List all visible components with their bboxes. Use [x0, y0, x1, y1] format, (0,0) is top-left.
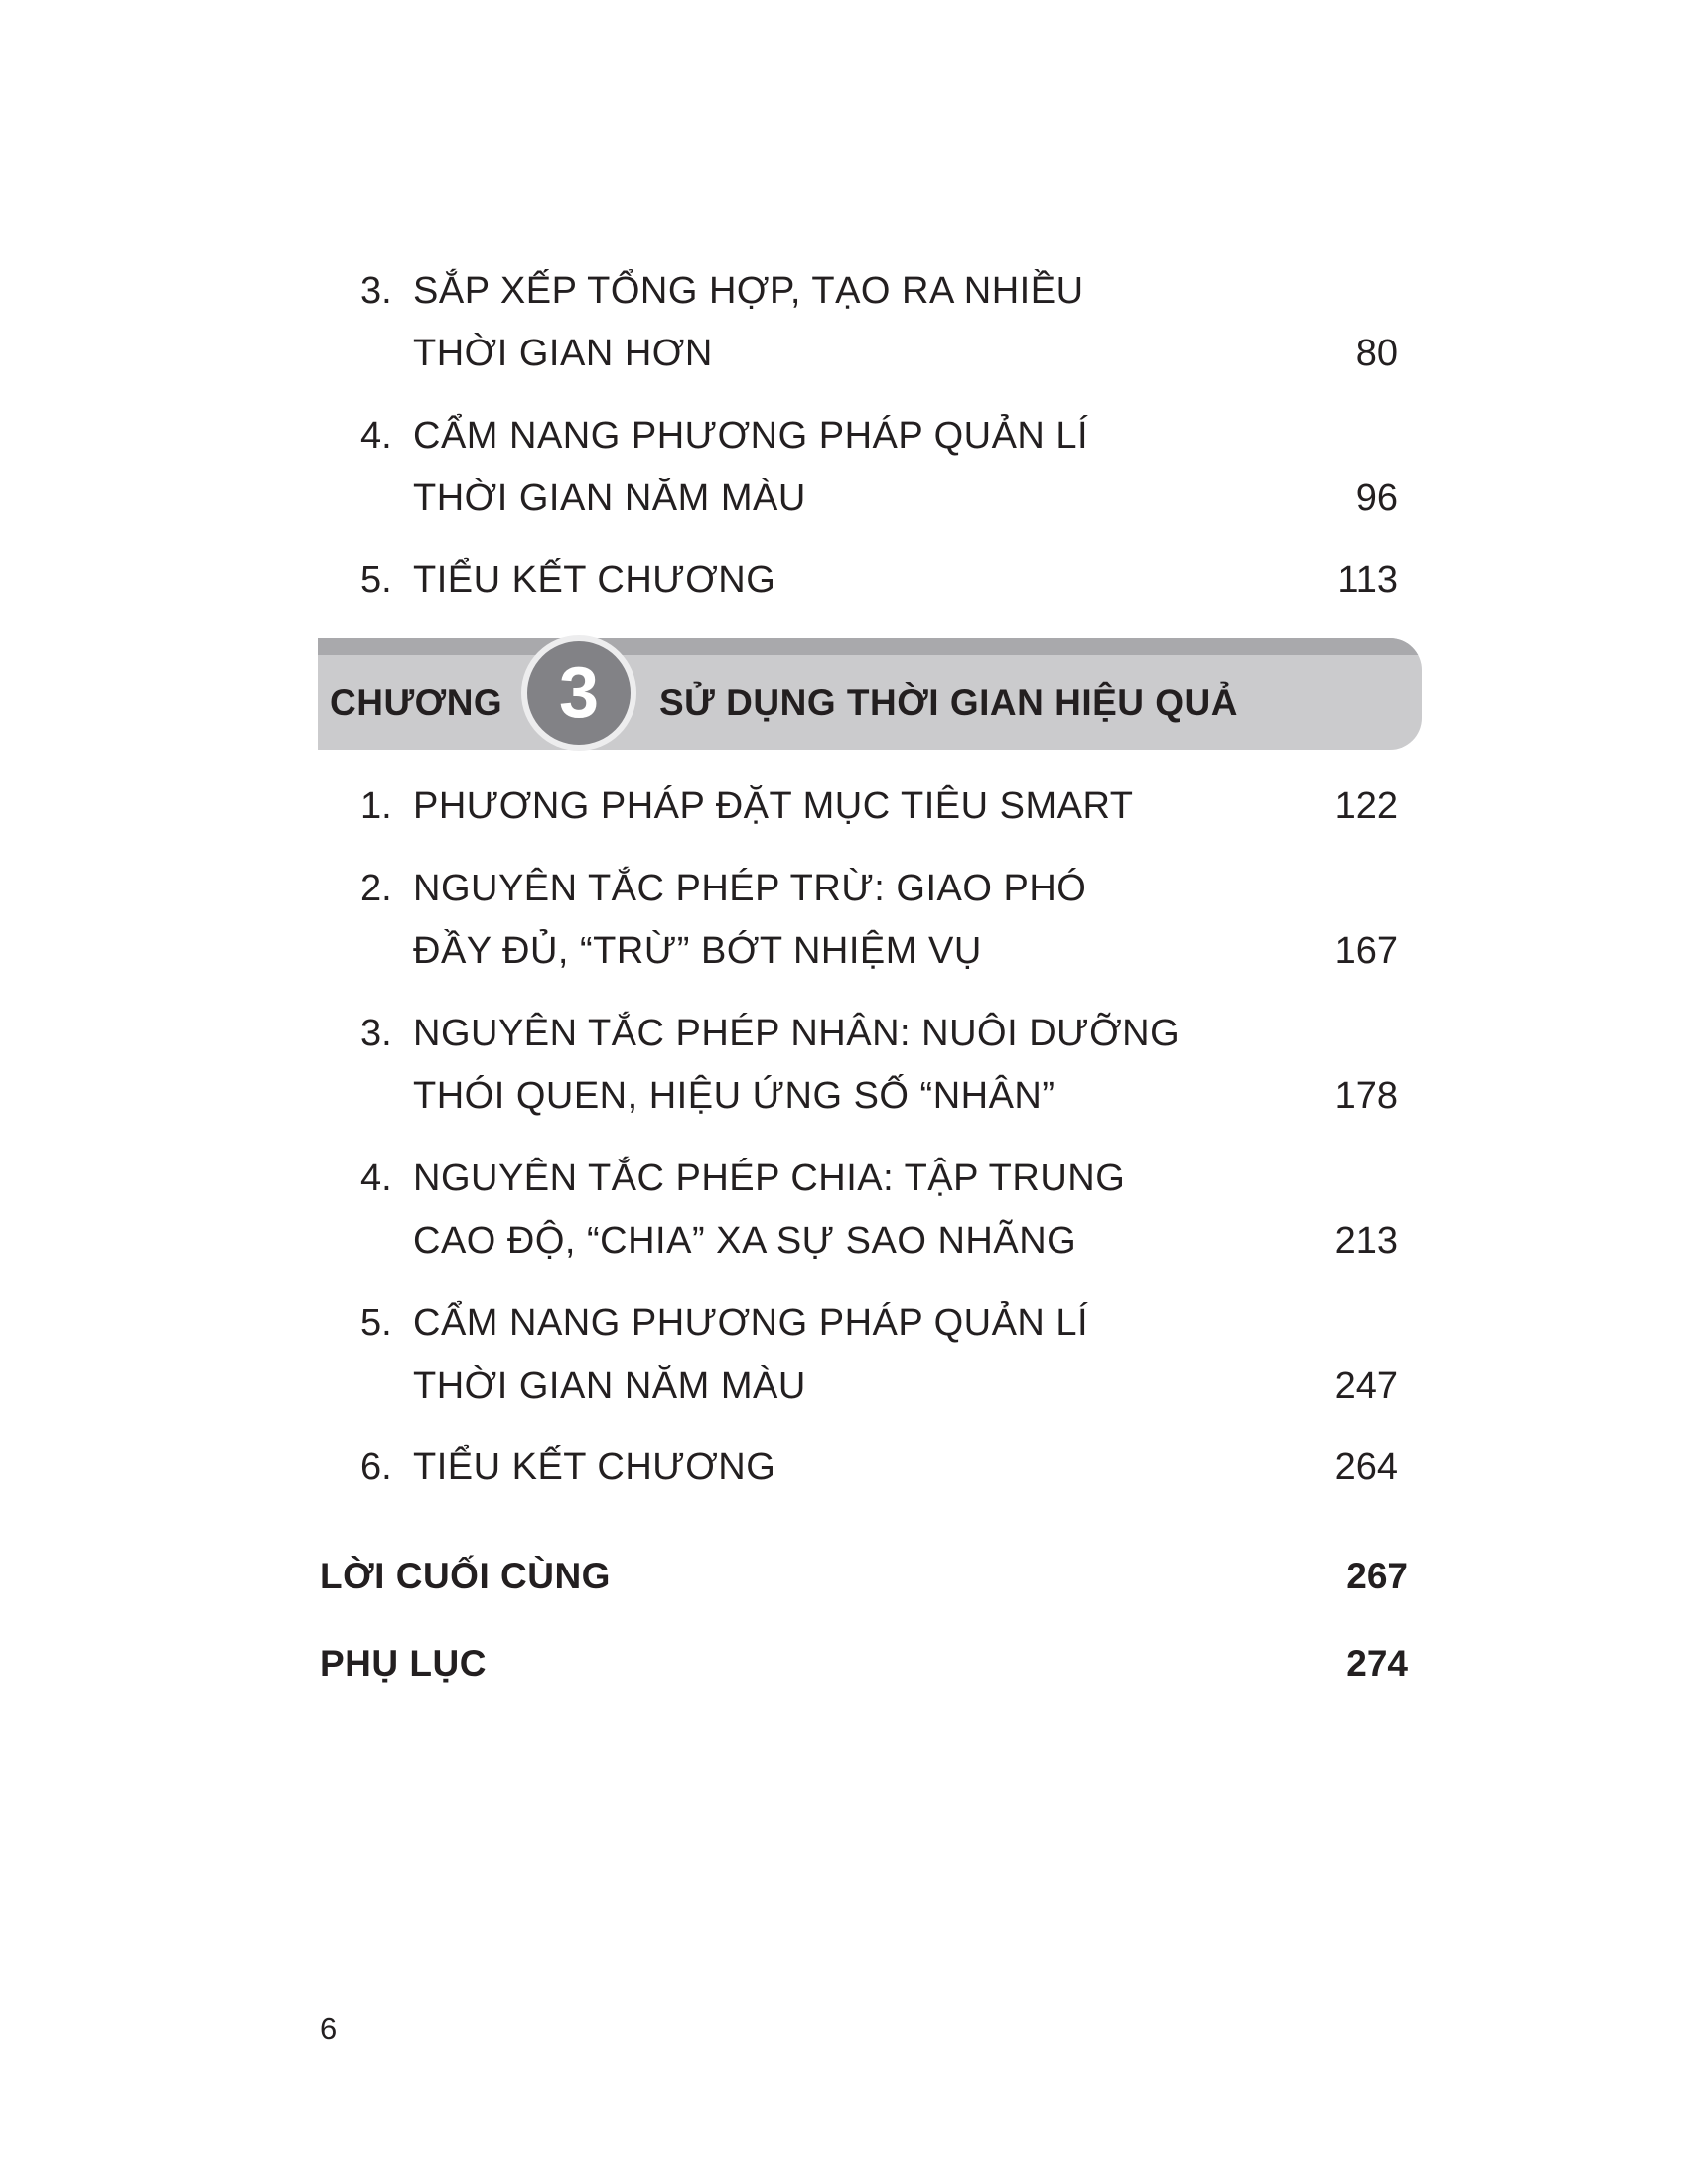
entry-page-number: 267 — [1346, 1556, 1408, 1596]
entry-title-line: TIỂU KẾT CHƯƠNG — [413, 559, 776, 601]
entry-page-number: 213 — [1335, 1220, 1398, 1262]
entry-title-line: CẨM NANG PHƯƠNG PHÁP QUẢN LÍ — [413, 415, 1089, 457]
entry-number: 3. — [360, 1013, 392, 1054]
chapter-label: CHƯƠNG — [330, 682, 503, 723]
entry-page-number: 178 — [1335, 1075, 1398, 1117]
entry-page-number: 247 — [1335, 1365, 1398, 1407]
entry-title-line: NGUYÊN TẮC PHÉP NHÂN: NUÔI DƯỠNG — [413, 1013, 1181, 1054]
entry-title-line: NGUYÊN TẮC PHÉP CHIA: TẬP TRUNG — [413, 1158, 1126, 1199]
entry-page-number: 122 — [1335, 785, 1398, 827]
entry-title-line: THỜI GIAN NĂM MÀU — [413, 478, 806, 519]
entry-number: 5. — [360, 559, 392, 601]
entry-title-line: CAO ĐỘ, “CHIA” XA SỰ SAO NHÃNG — [413, 1220, 1077, 1262]
entry-title-line: ĐẦY ĐỦ, “TRỪ” BỚT NHIỆM VỤ — [413, 930, 982, 972]
entry-title-line: NGUYÊN TẮC PHÉP TRỪ: GIAO PHÓ — [413, 868, 1087, 909]
banner-top-strip — [318, 638, 1422, 655]
entry-title-line: THỜI GIAN HƠN — [413, 333, 713, 374]
entry-page-number: 96 — [1355, 478, 1398, 519]
entry-number: 5. — [360, 1302, 392, 1344]
entry-title-line: THỜI GIAN NĂM MÀU — [413, 1365, 806, 1407]
chapter-title: SỬ DỤNG THỜI GIAN HIỆU QUẢ — [659, 682, 1238, 723]
entry-number: 4. — [360, 415, 392, 457]
page-number: 6 — [320, 2011, 338, 2046]
entry-page-number: 264 — [1335, 1446, 1398, 1488]
entry-title-line: CẨM NANG PHƯƠNG PHÁP QUẢN LÍ — [413, 1302, 1089, 1344]
entry-title-line: PHƯƠNG PHÁP ĐẶT MỤC TIÊU SMART — [413, 785, 1134, 827]
entry-page-number: 167 — [1335, 930, 1398, 972]
entry-title-line: SẮP XẾP TỔNG HỢP, TẠO RA NHIỀU — [413, 270, 1084, 312]
chapter-number-badge — [521, 635, 636, 751]
entry-title-line: THÓI QUEN, HIỆU ỨNG SỐ “NHÂN” — [413, 1075, 1055, 1117]
entry-title-line: TIỂU KẾT CHƯƠNG — [413, 1446, 776, 1488]
entry-page-number: 80 — [1355, 333, 1398, 374]
entry-page-number: 274 — [1346, 1643, 1408, 1684]
chapter-number: 3 — [527, 641, 631, 745]
entry-number: 4. — [360, 1158, 392, 1199]
entry-number: 1. — [360, 785, 392, 827]
entry-number: 3. — [360, 270, 392, 312]
entry-title: LỜI CUỐI CÙNG — [320, 1556, 611, 1596]
entry-number: 6. — [360, 1446, 392, 1488]
entry-number: 2. — [360, 868, 392, 909]
entry-title: PHỤ LỤC — [320, 1643, 487, 1684]
entry-page-number: 113 — [1337, 559, 1398, 601]
